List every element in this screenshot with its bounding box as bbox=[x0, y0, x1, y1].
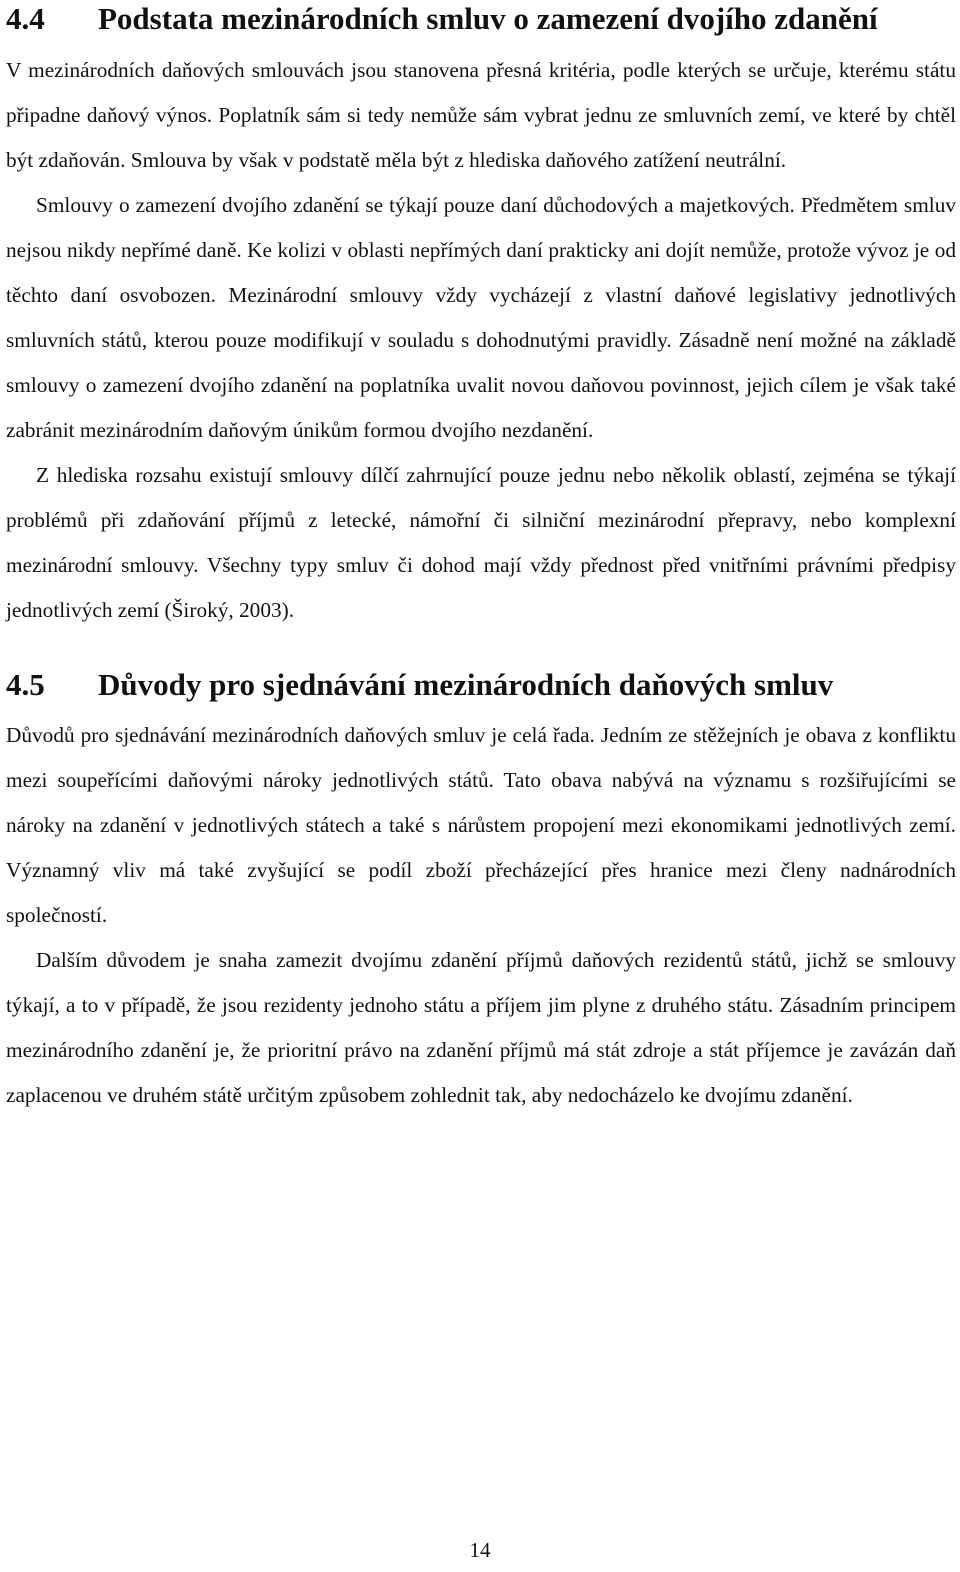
section-heading-4-5 bbox=[6, 667, 956, 703]
section-heading-4-4 bbox=[6, 0, 956, 48]
paragraph: Z hlediska rozsahu existují smlouvy dílčí zahrnující pouze jednu nebo několik oblastí, zejména se týkají problémů při zdaňování příjmů z letecké, námořní či silniční mezinárodní přepravy, nebo komplexní mezinárodní smlouvy. Všechny typy smluv či dohod mají vždy přednost před vnitřními právními předpisy jednotlivých zemí (Široký, 2003). bbox=[6, 463, 956, 622]
section-number: 4.4 bbox=[6, 1, 45, 36]
paragraph: Smlouvy o zamezení dvojího zdanění se týkají pouze daní důchodových a majetkových. Předmětem smluv nejsou nikdy nepřímé daně. Ke kolizi v oblasti nepřímých daní prakticky ani dojít nemůže, protože vývoz je od těchto daní osvobozen. Mezinárodní smlouvy vždy vycházejí z vlastní daňové legislativy jednotlivých smluvních států, kterou pouze modifikují v souladu s dohodnutými pravidly. Zásadně není možné na základě smlouvy o zamezení dvojího zdanění na poplatníka uvalit novou daňovou povinnost, jejich cílem je však také zabránit mezinárodním daňovým únikům formou dvojího nezdanění. bbox=[6, 193, 956, 442]
document-page bbox=[6, 0, 956, 1118]
paragraph: Dalším důvodem je snaha zamezit dvojímu zdanění příjmů daňových rezidentů států, jichž se smlouvy týkají, a to v případě, že jsou rezidenty jednoho státu a příjem jim plyne z druhého státu. Zásadním principem mezinárodního zdanění je, že prioritní právo na zdanění příjmů má stát zdroje a stát příjemce je zavázán daň zaplacenou ve druhém státě určitým způsobem zohlednit tak, aby nedocházelo ke dvojímu zdanění. bbox=[6, 948, 956, 1107]
section-title: Podstata mezinárodních smluv o zamezení dvojího zdanění bbox=[98, 1, 878, 36]
section-title: Důvody pro sjednávání mezinárodních daňových smluv bbox=[98, 667, 834, 702]
paragraph: V mezinárodních daňových smlouvách jsou stanovena přesná kritéria, podle kterých se určuje, kterému státu připadne daňový výnos. Poplatník sám si tedy nemůže sám vybrat jednu ze smluvních zemí, ve které by chtěl být zdaňován. Smlouva by však v podstatě měla být z hlediska daňového zatížení neutrální. bbox=[6, 58, 956, 172]
page-number: 14 bbox=[469, 1538, 491, 1562]
section-number: 4.5 bbox=[6, 667, 45, 702]
paragraph: Důvodů pro sjednávání mezinárodních daňových smluv je celá řada. Jedním ze stěžejních je obava z konfliktu mezi soupeřícími daňovými nároky jednotlivých států. Tato obava nabývá na významu s rozšiřujícími se nároky na zdanění v jednotlivých státech a také s nárůstem propojení mezi ekonomikami jednotlivých zemí. Významný vliv má také zvyšující se podíl zboží přecházející přes hranice mezi členy nadnárodních společností. bbox=[6, 723, 956, 927]
